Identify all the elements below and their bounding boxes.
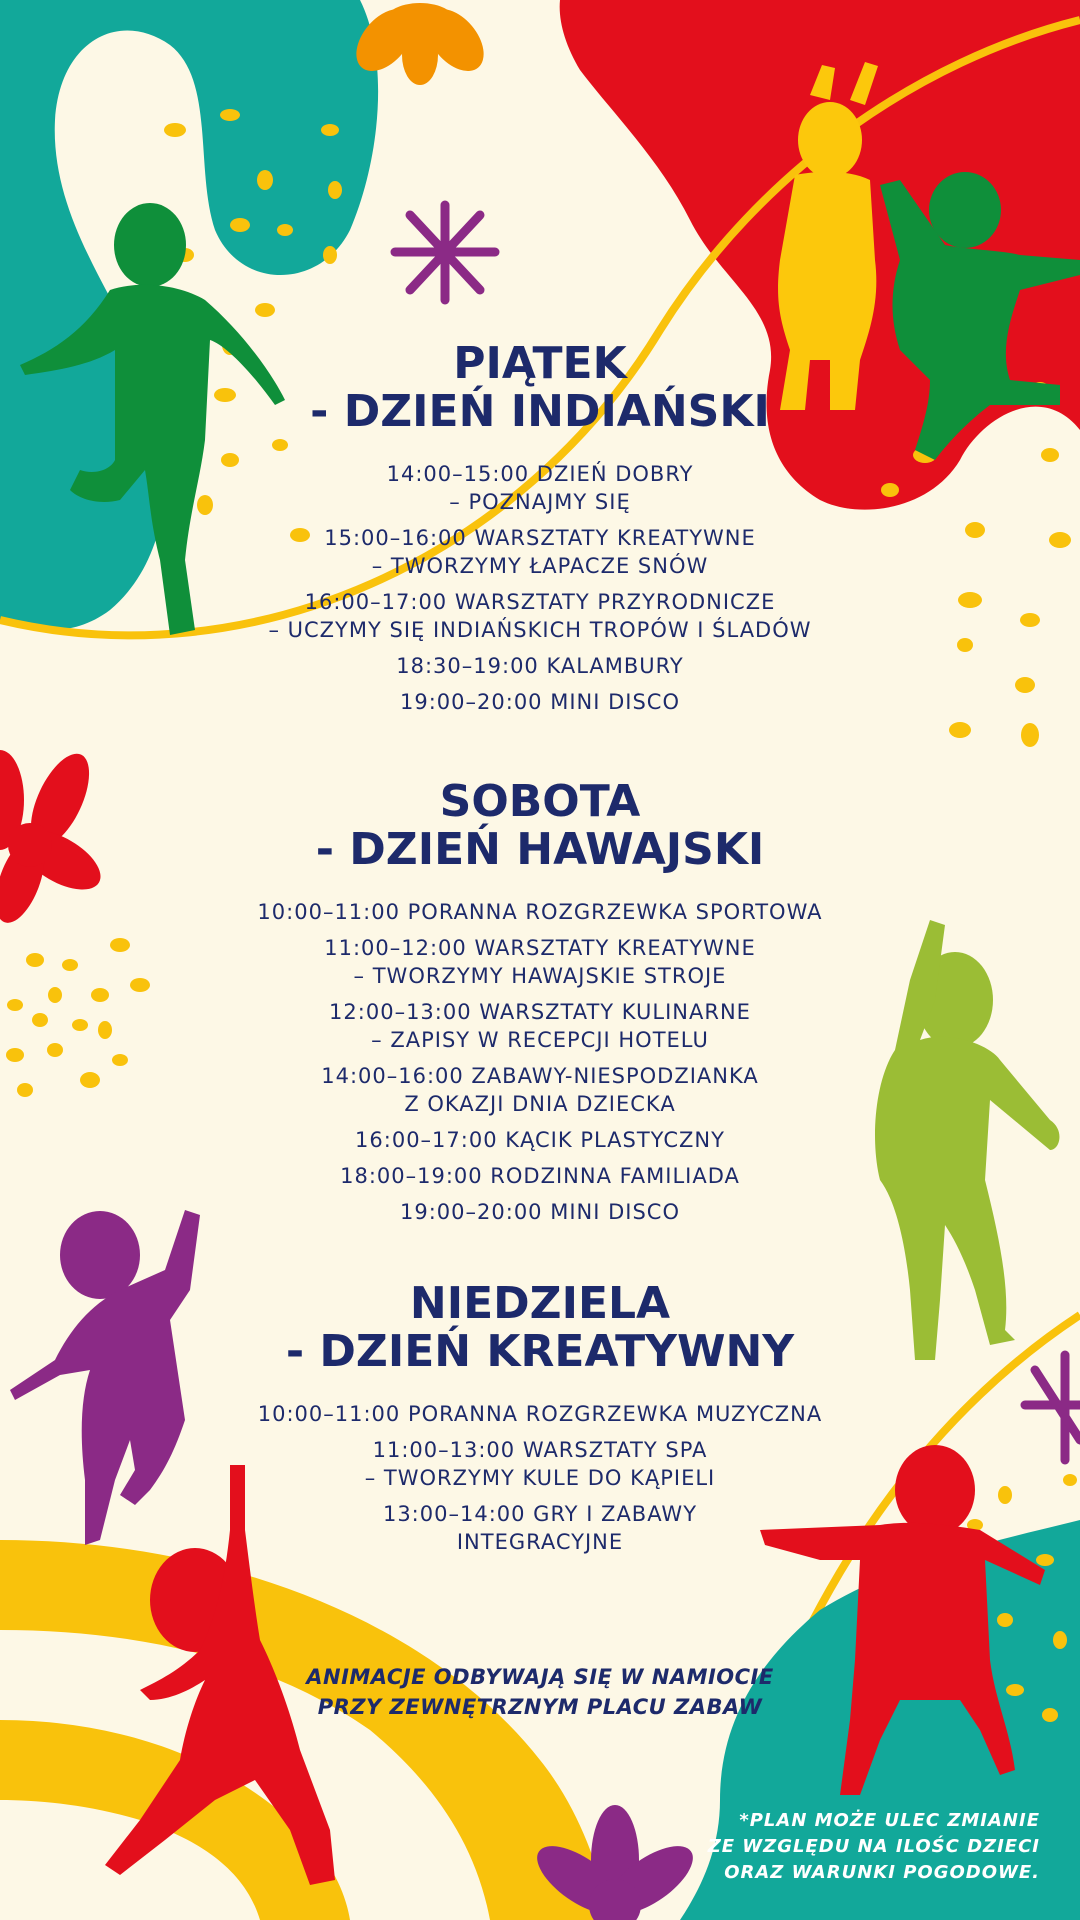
schedule-item-time-title: 11:00–12:00 WARSZTATY KREATYWNE [324,936,756,960]
day-theme: - DZIEŃ INDIAŃSKI [310,386,770,437]
schedule-item [200,688,880,716]
day-theme: - DZIEŃ HAWAJSKI [315,824,765,875]
day-title [200,778,880,874]
schedule-item-time-title: 19:00–20:00 MINI DISCO [400,690,680,714]
schedule-item [200,1162,880,1190]
schedule-item [200,1400,880,1428]
schedule-item [200,652,880,680]
disclaimer-note [680,1808,1040,1886]
purple-child-silhouette [10,1210,200,1545]
schedule-item-detail: INTEGRACYJNE [456,1530,624,1554]
day-name: SOBOTA [439,776,641,827]
location-note [240,1662,840,1722]
disclaimer-line: ZE WZGLĘDU NA ILOŚC DZIECI [707,1836,1040,1857]
schedule-item-time-title: 10:00–11:00 PORANNA ROZGRZEWKA MUZYCZNA [257,1402,823,1426]
schedule-item-detail: – UCZYMY SIĘ INDIAŃSKICH TROPÓW I ŚLADÓW [268,618,812,642]
day-section-saturday [200,778,880,1234]
schedule-item-time-title: 13:00–14:00 GRY I ZABAWY [382,1502,698,1526]
schedule-item [200,1062,880,1118]
yellow-dots-left-middle [6,938,150,1097]
schedule-item [200,898,880,926]
schedule-item-time-title: 11:00–13:00 WARSZTATY SPA [372,1438,708,1462]
day-title [200,340,880,436]
schedule-item-time-title: 14:00–16:00 ZABAWY-NIESPODZIANKA [321,1064,759,1088]
day-section-sunday [200,1280,880,1564]
schedule-item-detail: Z OKAZJI DNIA DZIECKA [404,1092,676,1116]
disclaimer-line: *PLAN MOŻE ULEC ZMIANIE [739,1810,1040,1831]
red-flower-icon [0,745,110,929]
schedule-item-detail: – TWORZYMY HAWAJSKIE STROJE [353,964,727,988]
day-name: PIĄTEK [453,338,627,389]
day-section-friday [200,340,880,724]
schedule-item [200,524,880,580]
purple-star-right-icon [1025,1355,1080,1460]
day-theme: - DZIEŃ KREATYWNY [285,1326,795,1377]
schedule-item-time-title: 14:00–15:00 DZIEŃ DOBRY [386,462,694,486]
purple-star-icon [395,205,495,300]
schedule-item-time-title: 12:00–13:00 WARSZTATY KULINARNE [329,1000,751,1024]
schedule-item [200,1198,880,1226]
location-note-line: ANIMACJE ODBYWAJĄ SIĘ W NAMIOCIE [306,1665,774,1689]
location-note-line: PRZY ZEWNĘTRZNYM PLACU ZABAW [317,1695,763,1719]
schedule-item-time-title: 10:00–11:00 PORANNA ROZGRZEWKA SPORTOWA [257,900,823,924]
day-title [200,1280,880,1376]
schedule-item-detail: – TWORZYMY KULE DO KĄPIELI [364,1466,716,1490]
day-name: NIEDZIELA [409,1278,671,1329]
schedule-item [200,1436,880,1492]
schedule-item [200,588,880,644]
schedule-item-time-title: 15:00–16:00 WARSZTATY KREATYWNE [324,526,756,550]
schedule-item [200,1126,880,1154]
schedule-item [200,1500,880,1556]
schedule-item [200,460,880,516]
schedule-item-time-title: 16:00–17:00 WARSZTATY PRZYRODNICZE [304,590,776,614]
schedule-item-detail: – POZNAJMY SIĘ [449,490,631,514]
schedule-item [200,934,880,990]
schedule-item-time-title: 19:00–20:00 MINI DISCO [400,1200,680,1224]
schedule-item-time-title: 16:00–17:00 KĄCIK PLASTYCZNY [355,1128,725,1152]
schedule-item-time-title: 18:00–19:00 RODZINNA FAMILIADA [340,1164,740,1188]
lime-child-silhouette [875,920,1059,1360]
schedule-item-time-title: 18:30–19:00 KALAMBURY [396,654,684,678]
disclaimer-line: ORAZ WARUNKI POGODOWE. [724,1862,1040,1883]
schedule-item-detail: – ZAPISY W RECEPCJI HOTELU [371,1028,709,1052]
schedule-item-detail: – TWORZYMY ŁAPACZE SNÓW [371,554,709,578]
schedule-item [200,998,880,1054]
